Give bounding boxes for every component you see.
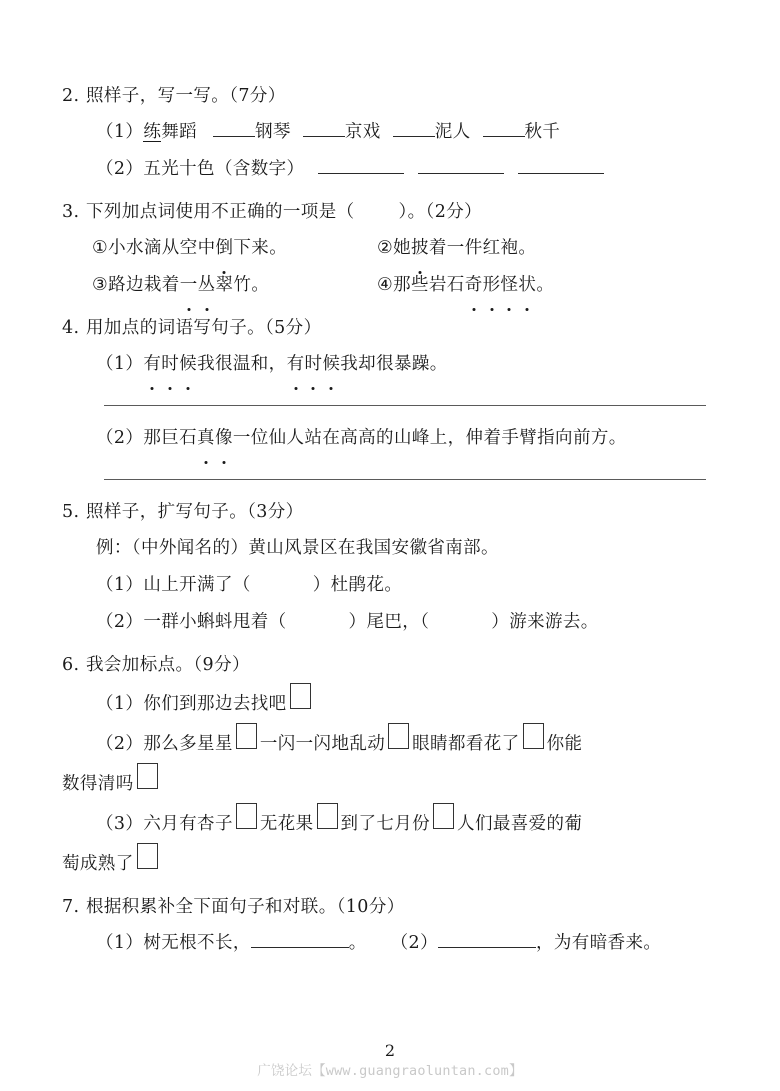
question-7-prompt: 根据积累补全下面句子和对联。（10分） (86, 897, 405, 917)
option-3-1[interactable] (92, 230, 377, 267)
option-mark-2: ② (377, 238, 394, 258)
question-7-sub-row (62, 925, 718, 962)
question-6-number: 6. (62, 655, 80, 675)
option-post-3: 翠竹。 (215, 275, 270, 295)
sub-label-7-1: （1） (96, 933, 144, 953)
punctuation-box-6-3-a[interactable] (236, 803, 257, 829)
sub-label-6-2: （2） (96, 734, 144, 754)
text-6-3-d: 人们最喜爱的葡 (457, 814, 583, 834)
fill-blank-7-1[interactable] (251, 929, 349, 948)
question-4-number: 4. (62, 318, 80, 338)
option-pre-4: 那些岩石 (393, 275, 465, 295)
question-7-heading (62, 889, 718, 925)
question-2-number: 2. (62, 86, 80, 106)
dotted-char: 怪 (501, 267, 519, 304)
dotted-char: 时 (161, 346, 179, 383)
option-mark-1: ① (92, 238, 109, 258)
text-6-2-wrap: 数得清吗 (62, 774, 134, 794)
fill-blank-2-2-c[interactable] (518, 155, 604, 174)
word-2-1-c: 泥人 (434, 122, 471, 142)
question-5-example (62, 530, 718, 567)
fill-blank-2-2-a[interactable] (318, 155, 404, 174)
text-6-2-c: 眼睛都看花了 (412, 734, 520, 754)
dotted-char: 有 (287, 346, 305, 383)
text-6-3-wrap: 萄成熟了 (62, 854, 134, 874)
text-6-2-a: 那么多星星 (143, 734, 233, 754)
question-5-sub-2 (62, 604, 718, 641)
word-2-1-a: 钢琴 (255, 122, 291, 142)
sub-label-2-1: （1） (96, 122, 144, 142)
question-6-sub-2-wrap (62, 763, 718, 803)
mid-5-2: ）尾巴，（ (348, 612, 430, 632)
plain-4-1-b: 我却很暴躁。 (340, 354, 448, 374)
punctuation-box-6-1-a[interactable] (290, 683, 311, 709)
question-4-sub-1 (62, 346, 718, 383)
option-3-2[interactable] (377, 230, 536, 267)
text-6-3-c: 到了七月份 (340, 814, 431, 834)
question-3-options-row-2 (62, 267, 718, 304)
question-3-prompt-post: ）。（2分） (398, 202, 483, 222)
sample-tail-2-1: 舞蹈 (161, 122, 198, 142)
question-2-prompt: 照样子，写一写。（7分） (86, 86, 286, 106)
sample-word-2-1: 练 (143, 122, 162, 142)
dotted-char: 丛 (198, 267, 216, 304)
option-3-3[interactable] (92, 267, 377, 304)
question-6-sub-2 (62, 723, 718, 763)
question-6-heading (62, 647, 718, 683)
sub-label-4-2: （2） (96, 428, 144, 448)
question-4-heading (62, 310, 718, 346)
option-mark-4: ④ (377, 275, 394, 295)
plain-4-2-a: 那巨石 (143, 428, 198, 448)
text-6-2-b: 一闪一闪地乱动 (259, 734, 386, 754)
fill-blank-7-2[interactable] (438, 929, 536, 948)
option-3-4[interactable] (377, 267, 554, 304)
punctuation-box-6-2-c[interactable] (523, 723, 544, 749)
punctuation-box-6-3-c[interactable] (433, 803, 454, 829)
fill-blank-2-2-b[interactable] (418, 155, 504, 174)
question-2-sub-2 (62, 151, 718, 188)
dotted-char: 真 (197, 420, 215, 457)
question-5-heading (62, 494, 718, 530)
tail-7-1: 。 (348, 933, 367, 953)
question-2 (62, 78, 718, 188)
dotted-char: 像 (215, 420, 233, 457)
page-footer (0, 1041, 780, 1081)
dotted-4-2-a (197, 420, 233, 457)
option-pre-2: 她 (393, 238, 411, 258)
option-dotted-1: 倒 (216, 230, 234, 267)
question-3-options-row-1 (62, 230, 718, 267)
watermark-text: 广饶论坛【www.guangraoluntan.com】 (257, 1063, 523, 1079)
sub-label-4-1: （1） (96, 354, 144, 374)
sub-label-6-3: （3） (96, 814, 144, 834)
dotted-char: 候 (179, 346, 197, 383)
option-pre-1: 小水滴从空中 (108, 238, 216, 258)
question-6-sub-3 (62, 803, 718, 843)
text-6-1: 你们到那边去找吧 (143, 694, 287, 714)
option-post-1: 下来。 (233, 238, 288, 258)
question-3 (62, 194, 718, 304)
question-6-prompt: 我会加标点。（9分） (86, 655, 250, 675)
question-6-sub-1 (62, 683, 718, 723)
text-6-2-d: 你能 (546, 734, 583, 754)
dotted-char: 状 (518, 267, 536, 304)
question-3-heading (62, 194, 718, 230)
dotted-4-1-b (287, 346, 341, 383)
text-6-3-a: 六月有杏子 (143, 814, 233, 834)
sub-label-5-1: （1） (96, 575, 144, 595)
punctuation-box-6-2-a[interactable] (236, 723, 257, 749)
sub-label-6-1: （1） (96, 694, 144, 714)
option-pre-3: 路边栽着 (108, 275, 180, 295)
option-mark-3: ③ (92, 275, 109, 295)
punctuation-box-6-2-b[interactable] (388, 723, 409, 749)
page-number: 2 (384, 1041, 396, 1060)
sub-label-7-2: （2） (390, 933, 438, 953)
tail-7-2: ，为有暗香来。 (536, 933, 662, 953)
punctuation-box-6-3-d[interactable] (137, 843, 158, 869)
question-7-number: 7. (62, 897, 80, 917)
text-7-1: 树无根不长， (143, 933, 251, 953)
option-post-2: 着一件红袍。 (428, 238, 537, 258)
option-dotted-3 (180, 275, 216, 295)
question-3-prompt-pre: 下列加点词使用不正确的一项是（ (86, 202, 355, 222)
dotted-char: 候 (322, 346, 340, 383)
word-2-1-b: 京戏 (344, 122, 381, 142)
plain-4-1-a: 我很温和， (197, 354, 287, 374)
fill-blank-2-1-a[interactable] (213, 118, 255, 137)
question-6-sub-3-wrap (62, 843, 718, 883)
plain-4-2-b: 一位仙人站在高高的山峰上，伸着手臂指向前方。 (232, 428, 627, 448)
question-4 (62, 310, 718, 480)
example-text-5: 例：（中外闻名的）黄山风景区在我国安徽省南部。 (96, 538, 499, 558)
question-5-number: 5. (62, 502, 80, 522)
question-4-prompt: 用加点的词语写句子。（5分） (86, 318, 322, 338)
option-post-4: 。 (536, 275, 555, 295)
sub-label-2-2: （2） (96, 159, 144, 179)
pre-5-1: 山上开满了（ (143, 575, 251, 595)
option-dotted-4 (465, 275, 537, 295)
pre-5-2: 一群小蝌蚪甩着（ (143, 612, 287, 632)
fill-blank-2-1-c[interactable] (393, 118, 435, 137)
dotted-char: 奇 (465, 267, 483, 304)
dotted-4-1-a (143, 346, 197, 383)
question-6 (62, 647, 718, 883)
fill-blank-2-1-d[interactable] (483, 118, 525, 137)
question-2-sub-1 (62, 114, 718, 151)
punctuation-box-6-3-b[interactable] (317, 803, 338, 829)
question-5 (62, 494, 718, 641)
post-5-1: ）杜鹃花。 (312, 575, 403, 595)
dotted-char: 一 (180, 267, 198, 304)
dotted-char: 时 (304, 346, 322, 383)
text-6-3-b: 无花果 (259, 814, 314, 834)
question-3-number: 3. (62, 202, 80, 222)
question-5-sub-1 (62, 567, 718, 604)
question-5-prompt: 照样子，扩写句子。（3分） (86, 502, 304, 522)
dotted-char: 形 (483, 267, 501, 304)
phrase-2-2: 五光十色（含数字） (143, 159, 305, 179)
word-2-1-d: 秋千 (524, 122, 561, 142)
option-dotted-2: 披 (411, 230, 429, 267)
sub-label-5-2: （2） (96, 612, 144, 632)
dotted-char: 有 (143, 346, 161, 383)
fill-blank-2-1-b[interactable] (303, 118, 345, 137)
post-5-2: ）游来游去。 (491, 612, 599, 632)
question-2-heading (62, 78, 718, 114)
punctuation-box-6-2-d[interactable] (137, 763, 158, 789)
question-4-sub-2 (62, 420, 718, 457)
question-7 (62, 889, 718, 962)
